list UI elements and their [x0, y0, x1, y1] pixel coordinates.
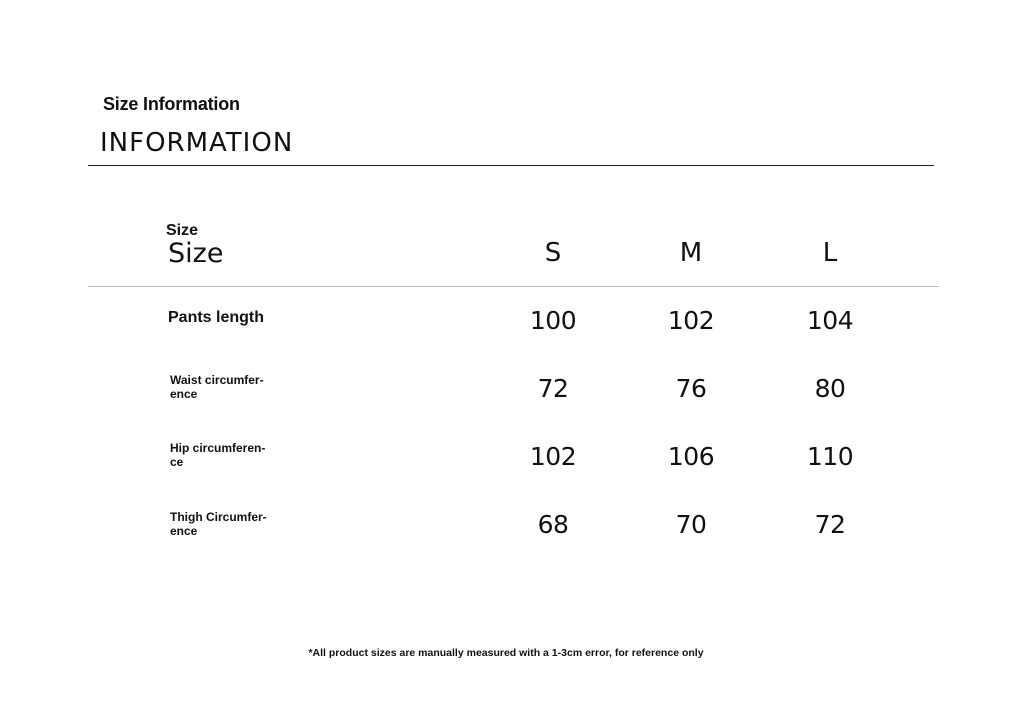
row-label: Waist circumfer- ence	[170, 373, 264, 401]
table-cell: 102	[667, 306, 715, 335]
column-header-l: L	[822, 238, 838, 268]
table-cell: 70	[675, 510, 707, 539]
table-cell: 102	[529, 442, 577, 471]
page-title: INFORMATION	[100, 128, 294, 158]
page-title-small: Size Information	[103, 94, 240, 114]
size-header: Size	[168, 238, 224, 269]
table-cell: 76	[675, 374, 707, 403]
table-cell: 104	[806, 306, 854, 335]
column-header-m: M	[679, 238, 703, 268]
table-cell: 110	[806, 442, 854, 471]
row-label: Pants length	[168, 309, 265, 326]
header-divider	[88, 286, 939, 287]
table-cell: 106	[667, 442, 715, 471]
title-divider	[88, 165, 934, 166]
table-cell: 72	[814, 510, 846, 539]
size-header-small: Size	[166, 222, 199, 239]
column-header-s: S	[544, 238, 562, 268]
table-cell: 80	[814, 374, 846, 403]
footnote: *All product sizes are manually measured with a 1-3cm error, for reference only	[308, 647, 704, 659]
row-label: Thigh Circumfer- ence	[170, 510, 267, 538]
table-cell: 100	[529, 306, 577, 335]
table-cell: 72	[537, 374, 569, 403]
row-label: Hip circumferen- ce	[170, 441, 266, 469]
table-cell: 68	[537, 510, 569, 539]
